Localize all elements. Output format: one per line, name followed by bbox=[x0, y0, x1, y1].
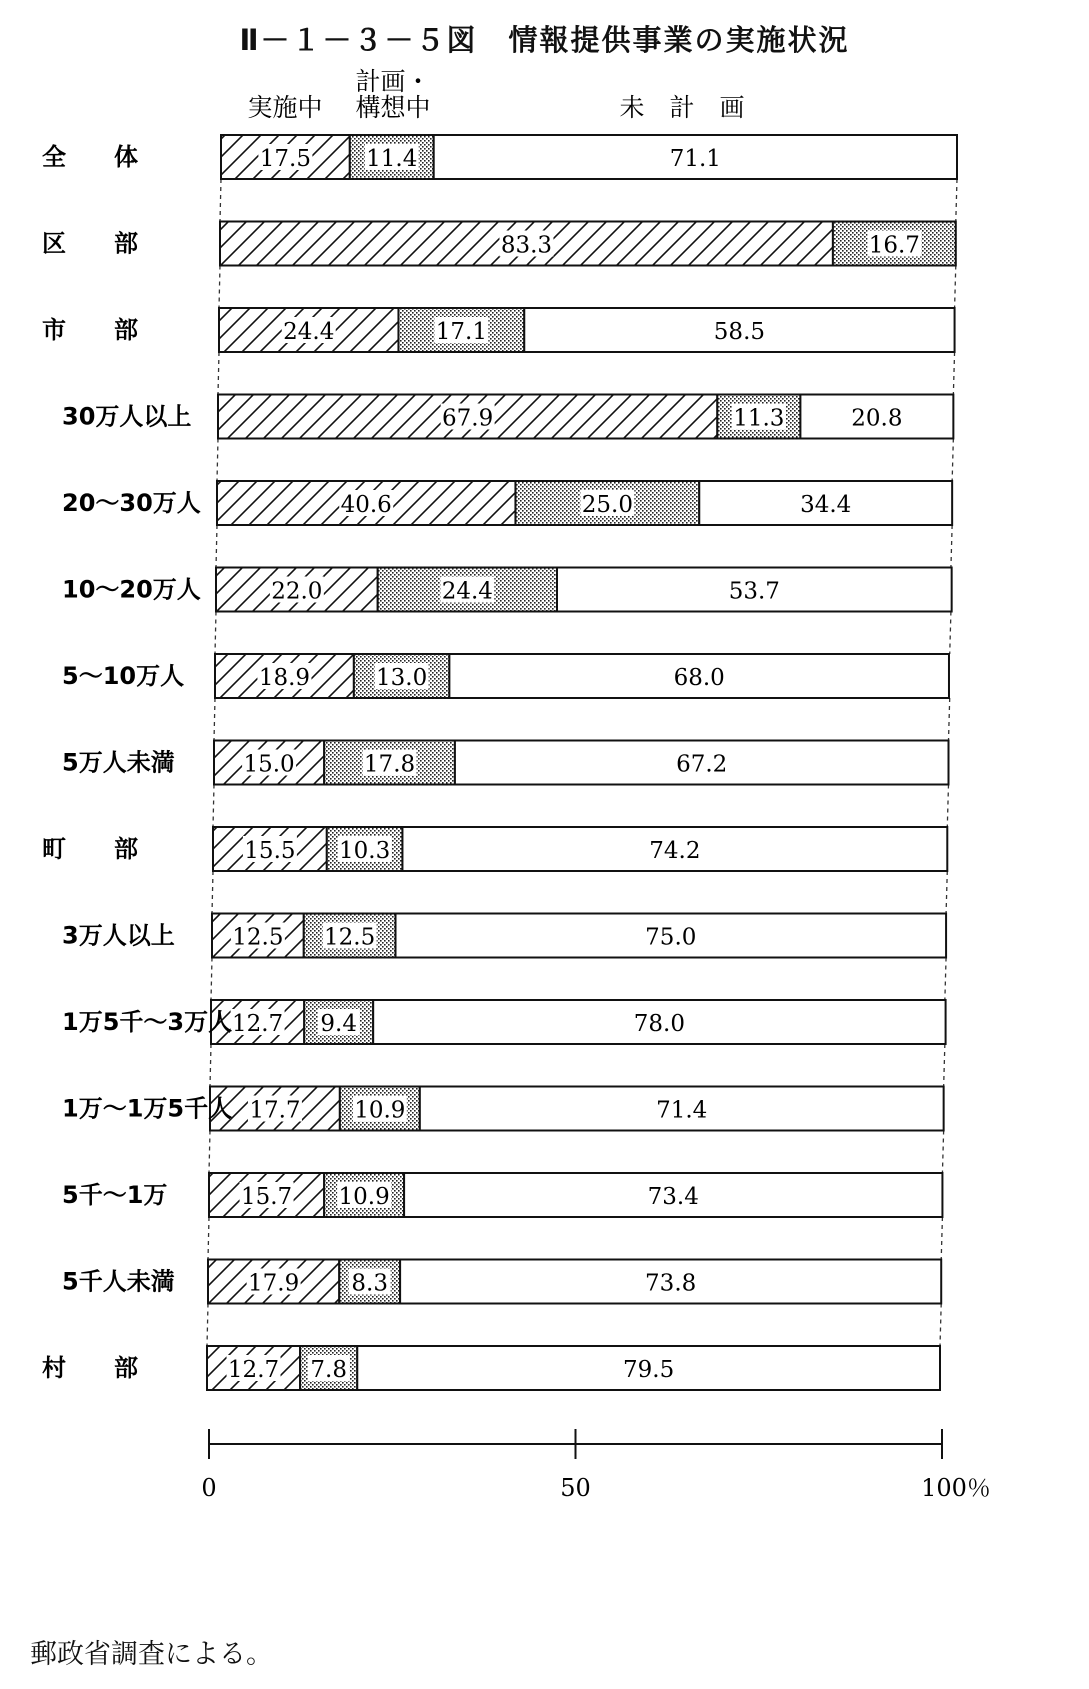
value-label: 71.4 bbox=[656, 1097, 708, 1124]
guide-0-segment bbox=[210, 1044, 211, 1087]
legend-label-implementing: 実施中 bbox=[247, 93, 323, 122]
value-label: 9.4 bbox=[320, 1011, 357, 1037]
guide-0-segment bbox=[214, 698, 215, 741]
value-label: 40.6 bbox=[340, 492, 392, 518]
value-label: 17.1 bbox=[435, 319, 487, 345]
guide-100-segment bbox=[951, 525, 952, 568]
value-label: 17.7 bbox=[249, 1097, 301, 1124]
value-label: 73.8 bbox=[645, 1270, 697, 1297]
value-label: 17.5 bbox=[259, 146, 312, 172]
value-label: 15.0 bbox=[243, 751, 295, 778]
source-note: 郵政省調査による。 bbox=[30, 1639, 273, 1670]
guide-0-segment bbox=[211, 958, 212, 1001]
value-label: 83.3 bbox=[500, 232, 553, 259]
chart-title: Ⅱ－１－３－５図 情報提供事業の実施状況 bbox=[239, 23, 850, 57]
value-label: 73.4 bbox=[647, 1184, 699, 1210]
category-label: 30万人以上 bbox=[62, 402, 192, 431]
category-label: 10～20万人 bbox=[62, 575, 201, 604]
category-label: 3万人以上 bbox=[62, 921, 175, 950]
value-label: 18.9 bbox=[258, 665, 311, 691]
guide-0-segment bbox=[220, 179, 221, 222]
guide-0-segment bbox=[208, 1217, 209, 1260]
guide-100-segment bbox=[946, 871, 947, 914]
category-label: 区 部 bbox=[42, 229, 138, 258]
value-label: 12.7 bbox=[227, 1357, 280, 1383]
value-label: 58.5 bbox=[713, 319, 766, 345]
guide-0-segment bbox=[212, 871, 213, 914]
guide-100-segment bbox=[956, 179, 957, 222]
legend bbox=[247, 67, 744, 122]
guide-100-segment bbox=[953, 352, 954, 395]
legend-label-unplanned: 未 計 画 bbox=[619, 93, 745, 122]
category-labels bbox=[42, 143, 232, 1382]
value-label: 10.9 bbox=[338, 1184, 390, 1210]
value-label: 24.4 bbox=[283, 319, 335, 345]
category-label: 5千人未満 bbox=[62, 1267, 175, 1296]
value-label: 12.5 bbox=[324, 924, 376, 951]
guide-0-segment bbox=[215, 612, 216, 655]
guide-0-segment bbox=[217, 439, 218, 482]
value-label: 53.7 bbox=[728, 578, 780, 605]
guide-0-segment bbox=[213, 785, 214, 828]
x-tick-label: 50 bbox=[560, 1474, 591, 1502]
category-label: 20～30万人 bbox=[62, 489, 201, 517]
guide-100-segment bbox=[955, 266, 956, 309]
category-label: 5～10万人 bbox=[62, 662, 185, 690]
category-label: 1万～1万5千人 bbox=[62, 1094, 233, 1123]
guide-0-segment bbox=[209, 1131, 210, 1174]
value-label: 25.0 bbox=[581, 492, 633, 518]
value-label: 17.8 bbox=[363, 751, 416, 778]
value-label: 10.3 bbox=[339, 838, 391, 864]
value-label: 10.9 bbox=[354, 1097, 406, 1124]
x-axis bbox=[201, 1429, 991, 1502]
value-label: 15.7 bbox=[240, 1184, 293, 1210]
guide-0-segment bbox=[216, 525, 217, 568]
guide-0-segment bbox=[218, 352, 219, 395]
value-label: 12.7 bbox=[231, 1011, 284, 1037]
value-label: 11.4 bbox=[366, 146, 418, 172]
legend-label-planning-line2: 構想中 bbox=[355, 93, 431, 122]
value-label: 34.4 bbox=[800, 492, 852, 518]
guide-100-segment bbox=[944, 1044, 945, 1087]
value-label: 13.0 bbox=[376, 665, 428, 691]
legend-label-planning-line1: 計画・ bbox=[355, 67, 431, 96]
guide-0-segment bbox=[219, 266, 220, 309]
guide-100-segment bbox=[942, 1131, 943, 1174]
bars bbox=[207, 135, 957, 1390]
category-label: 5万人未満 bbox=[62, 748, 175, 777]
value-label: 11.3 bbox=[733, 405, 785, 432]
category-label: 町 部 bbox=[42, 835, 138, 863]
category-label: 5千～1万 bbox=[62, 1181, 168, 1209]
guide-100-segment bbox=[952, 439, 953, 482]
value-label: 7.8 bbox=[310, 1357, 347, 1383]
value-label: 75.0 bbox=[645, 924, 697, 951]
value-label: 71.1 bbox=[669, 146, 721, 172]
guide-100-segment bbox=[949, 698, 950, 741]
value-label: 15.5 bbox=[244, 838, 296, 864]
guide-100-segment bbox=[941, 1217, 942, 1260]
value-label: 8.3 bbox=[351, 1270, 388, 1297]
value-label: 68.0 bbox=[673, 665, 725, 691]
guide-100-segment bbox=[950, 612, 951, 655]
category-label: 全 体 bbox=[42, 143, 138, 171]
guide-100-segment bbox=[940, 1304, 941, 1347]
value-label: 20.8 bbox=[851, 405, 903, 432]
x-tick-label: 0 bbox=[201, 1474, 217, 1502]
x-tick-label: 100％ bbox=[921, 1474, 991, 1502]
value-label: 79.5 bbox=[623, 1357, 675, 1383]
value-label: 67.9 bbox=[442, 405, 494, 432]
value-label: 78.0 bbox=[633, 1011, 685, 1037]
value-label: 24.4 bbox=[441, 578, 493, 605]
value-label: 12.5 bbox=[232, 924, 284, 951]
category-label: 1万5千～3万人 bbox=[62, 1008, 233, 1036]
value-label: 67.2 bbox=[676, 751, 728, 778]
value-label: 16.7 bbox=[868, 232, 920, 259]
category-label: 村 部 bbox=[42, 1354, 138, 1382]
value-label: 22.0 bbox=[271, 578, 323, 605]
category-label: 市 部 bbox=[42, 316, 138, 344]
guide-0-segment bbox=[207, 1304, 208, 1347]
value-label: 74.2 bbox=[649, 838, 701, 864]
value-label: 17.9 bbox=[248, 1270, 300, 1297]
guide-100-segment bbox=[947, 785, 948, 828]
guide-100-segment bbox=[945, 958, 946, 1001]
